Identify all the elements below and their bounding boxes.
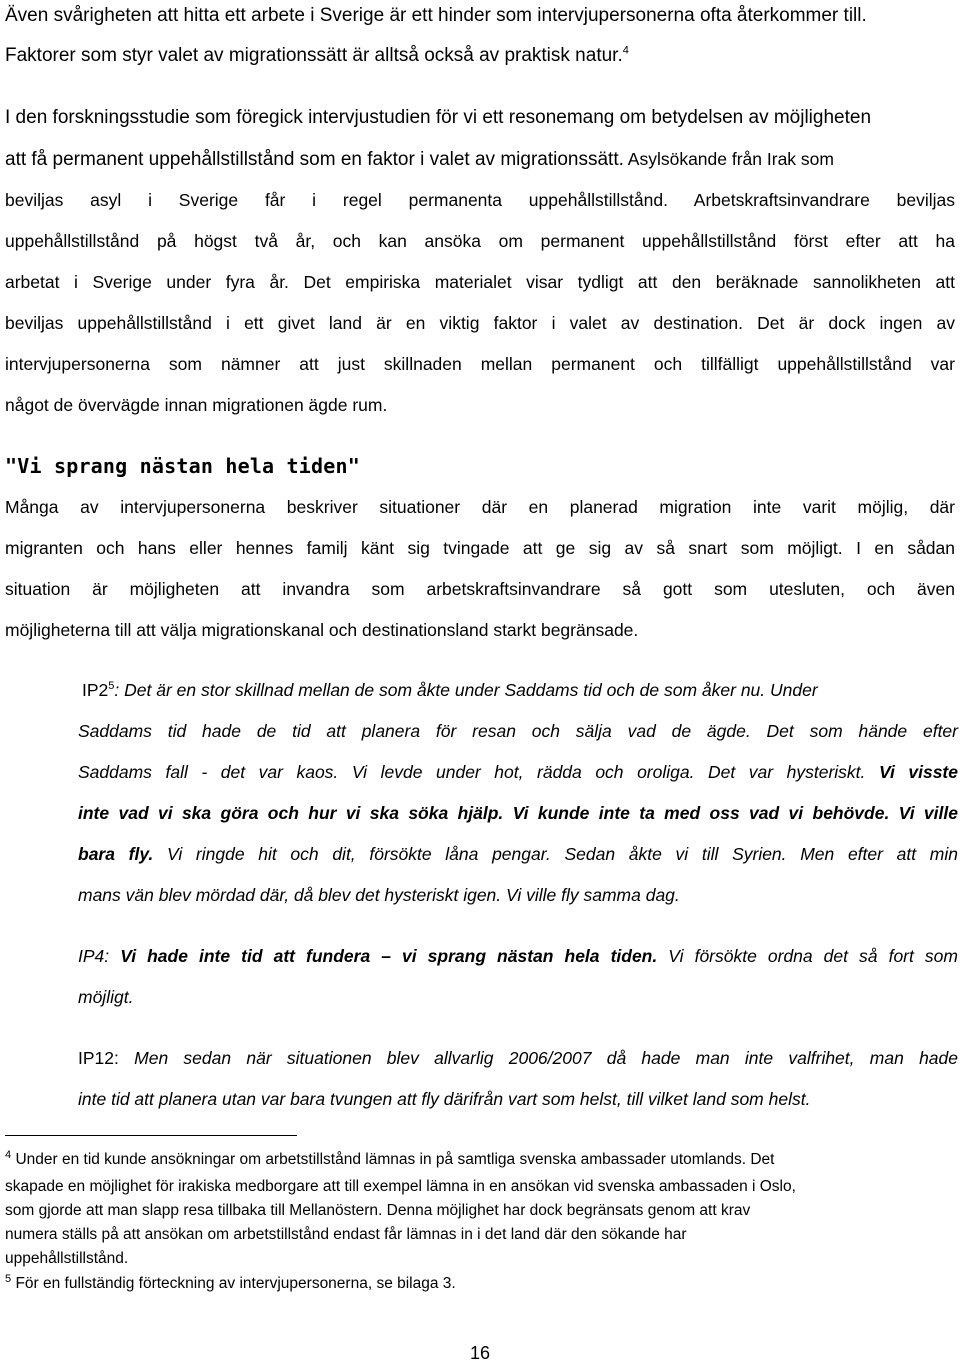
text: Vi försökte ordna det så fort som bbox=[657, 946, 958, 966]
text: Även svårigheten att hitta ett arbete i Sverige är ett hinder som intervjupersonerna ofta återkommer till. bbox=[5, 5, 867, 26]
quote-line bbox=[78, 760, 958, 784]
footnote-separator bbox=[5, 1135, 297, 1136]
paragraph-line bbox=[5, 4, 867, 28]
footnote-line bbox=[5, 1201, 750, 1221]
footnote-ref[interactable]: 5 bbox=[108, 680, 115, 693]
footnote-line bbox=[5, 1225, 687, 1245]
text: möjligt. bbox=[78, 987, 134, 1007]
text: Under en tid kunde ansökningar om arbetstillstånd lämnas in på samtliga svenska ambassader utomlands. Det bbox=[15, 1151, 775, 1168]
text: Vi ringde hit och dit, försökte låna pengar. Sedan åkte vi till Syrien. Men efter att min bbox=[153, 844, 958, 864]
text: Asylsökande från Irak som bbox=[623, 149, 834, 169]
text: Saddams tid hade de tid att planera för resan och sälja vad de ägde. Det som hände efter bbox=[78, 721, 958, 741]
text: mans vän blev mördad där, då blev det hysteriskt igen. Vi ville fly samma dag. bbox=[78, 885, 680, 905]
text: Faktorer som styr valet av migrationssätt är alltså också av praktisk natur. bbox=[5, 45, 623, 66]
text: Saddams fall - det var kaos. Vi levde under hot, rädda och oroliga. Det var hysteriskt. bbox=[78, 762, 879, 782]
footnote-line bbox=[5, 1177, 796, 1197]
paragraph-line bbox=[5, 311, 955, 335]
text: situation är möjligheten att invandra som arbetskraftsinvandrare så gott som utesluten, och även bbox=[5, 579, 955, 599]
text: För en fullständig förteckning av intervjupersonerna, se bilaga 3. bbox=[15, 1275, 456, 1292]
text: beviljas uppehållstillstånd i ett givet land är en viktig faktor i valet av destination. Det är dock ingen av bbox=[5, 313, 955, 333]
paragraph-line bbox=[5, 147, 834, 172]
quote-line bbox=[78, 1087, 810, 1111]
page-number: 16 bbox=[469, 1343, 491, 1363]
text: I den forskningsstudie som föregick intervjustudien för vi ett resonemang om betydelsen av möjligheten bbox=[5, 107, 872, 128]
quote-line bbox=[82, 678, 818, 702]
text: som gjorde att man slapp resa tillbaka till Mellanöstern. Denna möjlighet har dock begränsats genom att krav bbox=[5, 1202, 751, 1219]
text: : Det är en stor skillnad mellan de som åkte under Saddams tid och de som åker nu. Under bbox=[114, 680, 818, 700]
text: arbetat i Sverige under fyra år. Det empiriska materialet visar tydligt att den beräknade sannolikheten att bbox=[5, 272, 955, 292]
paragraph-line bbox=[5, 352, 955, 376]
text: möjligheterna till att välja migrationskanal och destinationsland starkt begränsade. bbox=[5, 620, 639, 640]
text: migranten och hans eller hennes familj känt sig tvingade att ge sig av så snart som möjligt. I en sådan bbox=[5, 538, 955, 558]
footnote-number: 4 bbox=[5, 1148, 12, 1161]
emphasis-text: Vi visste bbox=[878, 762, 958, 782]
paragraph-line bbox=[5, 44, 629, 68]
paragraph-line bbox=[5, 270, 955, 294]
speaker-label: IP12: bbox=[78, 1048, 119, 1068]
text: att få permanent uppehållstillstånd som en faktor i valet av migrationssätt. bbox=[5, 149, 624, 170]
text: inte tid att planera utan var bara tvungen att fly därifrån vart som helst, till vilket land som helst. bbox=[78, 1089, 811, 1109]
text: något de övervägde innan migrationen ägde rum. bbox=[5, 395, 388, 415]
text: Men sedan när situationen blev allvarlig 2006/2007 då hade man inte valfrihet, man hade bbox=[118, 1048, 958, 1068]
speaker-label: IP2 bbox=[82, 680, 109, 700]
emphasis-text: bara fly. bbox=[78, 844, 154, 864]
paragraph-line bbox=[5, 495, 955, 519]
quote-line bbox=[78, 883, 680, 907]
footnote-line bbox=[5, 1249, 128, 1269]
paragraph-line bbox=[5, 618, 638, 642]
paragraph-line bbox=[5, 188, 955, 212]
footnote-ref[interactable]: 4 bbox=[622, 44, 629, 57]
quote-line bbox=[78, 801, 958, 825]
text: uppehållstillstånd. bbox=[5, 1250, 129, 1267]
quote-line bbox=[78, 842, 958, 866]
text: intervjupersonerna som nämner att just skillnaden mellan permanent och tillfälligt uppehållstillstånd var bbox=[5, 354, 955, 374]
paragraph-line bbox=[5, 577, 955, 601]
text: numera ställs på att ansökan om arbetstillstånd endast får lämnas in i det land där den sökande har bbox=[5, 1226, 687, 1243]
speaker-label: IP4: bbox=[78, 946, 110, 966]
paragraph-line bbox=[5, 393, 387, 417]
quote-line bbox=[78, 1046, 958, 1070]
quote-line bbox=[78, 944, 958, 968]
footnote-line bbox=[5, 1274, 456, 1294]
footnote-line bbox=[5, 1150, 774, 1170]
section-heading: "Vi sprang nästan hela tiden" bbox=[5, 454, 360, 478]
quote-line bbox=[78, 985, 133, 1009]
paragraph-line bbox=[5, 106, 871, 130]
emphasis-text: inte vad vi ska göra och hur vi ska söka hjälp. Vi kunde inte ta med oss vad vi behövde. Vi ville bbox=[78, 803, 958, 823]
emphasis-text: Vi hade inte tid att fundera – vi sprang nästan hela tiden. bbox=[120, 946, 658, 966]
footnote-number: 5 bbox=[5, 1272, 12, 1285]
paragraph-line bbox=[5, 536, 955, 560]
quote-line bbox=[78, 719, 958, 743]
paragraph-line bbox=[5, 229, 955, 253]
text: uppehållstillstånd på högst två år, och kan ansöka om permanent uppehållstillstånd först efter att ha bbox=[5, 231, 955, 251]
text: skapade en möjlighet för irakiska medborgare att till exempel lämna in en ansökan vid svenska ambassaden i Oslo, bbox=[5, 1178, 796, 1195]
text: beviljas asyl i Sverige får i regel permanenta uppehållstillstånd. Arbetskraftsinvandrare beviljas bbox=[5, 190, 955, 210]
text: Många av intervjupersonerna beskriver situationer där en planerad migration inte varit möjlig, där bbox=[5, 497, 955, 517]
